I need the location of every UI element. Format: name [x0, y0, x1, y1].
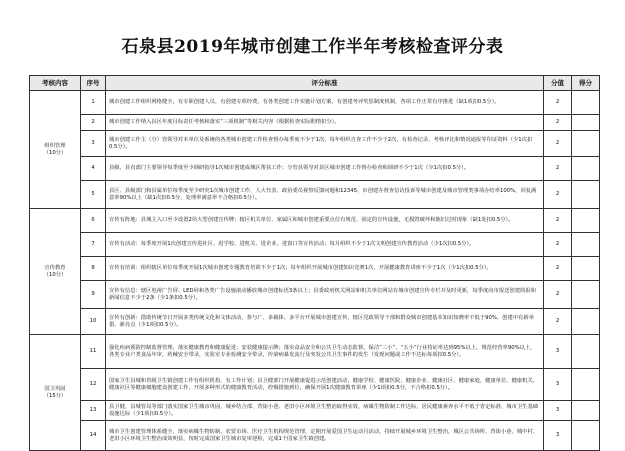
criteria-text: 宣传有阵地：县城主入口至少设置2块大型创建宣传牌；辖区机关单位、家属区和城市创建重要点位有规范、固定的宣传设施，无损毁破坏和陈旧过时现象（缺1处扣0.5分）。	[106, 209, 544, 233]
score-cell[interactable]	[572, 131, 600, 157]
row-number: 1	[81, 91, 106, 115]
score-cell[interactable]	[572, 401, 600, 421]
criteria-text: 国家卫生县城和省级卫生镇创建工作有组织机构、有工作计划；县卫健部门开展健康促进示范创建活动，健康学校、健康医院、健康企业、健康社区、健康家庭、健康单位、健康机关、健康社区等健康细胞建设创建工作，开展多种形式的健康教育活动，控烟措施到位，确保开展1次健康教育讲座（少1项扣0.5分，不合格扣0.5分）。	[106, 369, 544, 401]
points-value: 2	[544, 257, 572, 281]
score-cell[interactable]	[572, 421, 600, 451]
table-row	[30, 131, 600, 157]
table-row	[30, 309, 600, 335]
criteria-text: 宣传有培训：组织辖区单位每季度开展1次城市创建专题教育培训不少于1次；每年组织开展城市创建知识竞赛1次，开展健康教育讲座不少于1次（少1次扣0.5分）。	[106, 257, 544, 281]
criteria-text: 宣传有创新：借助传统节日开展多类传统文化和文体活动，参与广、多载体、多平台开展城市创建宣传，辖区党政领导干部和群众城市创建基本知识知晓率不低于90%，创建中有新举措、新亮点（少1项扣0.5分）。	[106, 309, 544, 335]
points-value: 2	[544, 233, 572, 257]
row-number: 12	[81, 369, 106, 401]
row-number: 13	[81, 401, 106, 421]
points-value: 2	[544, 115, 572, 131]
table-row	[30, 209, 600, 233]
points-value: 2	[544, 181, 572, 209]
row-number: 6	[81, 209, 106, 233]
group-cell-organization	[30, 91, 81, 209]
row-number: 2	[81, 115, 106, 131]
points-value: 3	[544, 401, 572, 421]
group-cell-publicity	[30, 209, 81, 335]
row-number: 14	[81, 421, 106, 451]
points-value: 3	[544, 335, 572, 369]
header-criteria: 评分标准	[106, 76, 544, 91]
group-points: （10分）	[43, 149, 67, 156]
table-row	[30, 115, 600, 131]
criteria-text: 强化疾病预防控制监督管理，落实健康教育和健康促进；安装健康提示牌；落实食品安全和公共卫生动态监督。保洁“三小”、“五小”行业持证率达到95%以上，规范经营率90%以上，各类专业户类食品年审，药械安全带录，实验室专业检测安全带录，传染病暴发流行及突发公共卫生事件的发生（发现问题或工作不达标每项扣0.5分）。	[106, 335, 544, 369]
points-value: 2	[544, 131, 572, 157]
criteria-text: 宣传有活动：每季度开展1次创建宣传进社区、进学校、进机关、进企业、进窗口等宣传活动；每月组织不少于1次文明创建宣传教育活动（少1次扣0.5分）。	[106, 233, 544, 257]
score-cell[interactable]	[572, 115, 600, 131]
row-number: 10	[81, 309, 106, 335]
header-seq: 序号	[81, 76, 106, 91]
group-points: （15分）	[43, 392, 67, 399]
row-number: 9	[81, 281, 106, 309]
criteria-text: 宣传有信息：辖区电视广告屏、LED屏和各类广告设施滚动播放城市创建标语3条以上；县委政府机关网站和机关单位网站有城市创建宣传专栏并及时更新，每季度向市报送创建简报和新闻信息不少于2条（少1条扣0.5分）。	[106, 281, 544, 309]
score-cell[interactable]	[572, 233, 600, 257]
row-number: 8	[81, 257, 106, 281]
scoring-table	[29, 75, 600, 451]
points-value: 2	[544, 209, 572, 233]
points-value: 2	[544, 91, 572, 115]
row-number: 7	[81, 233, 106, 257]
table-row	[30, 401, 600, 421]
header-category: 考核内容	[30, 76, 81, 91]
criteria-text: 县卫健、县城管局等部门落实国家卫生城市巩固，城乡结合部、背街小巷、老旧小区环境卫生整治取得实效，病媒生物防制工作达标，居民健康素养水平不低于省定标准，城市卫生基础设施达标（少1项扣0.5分）。	[106, 401, 544, 421]
table-row	[30, 257, 600, 281]
row-number: 4	[81, 157, 106, 181]
points-value: 3	[544, 421, 572, 451]
group-points: （10分）	[43, 271, 67, 278]
score-cell[interactable]	[572, 281, 600, 309]
score-cell[interactable]	[572, 309, 600, 335]
row-number: 3	[81, 131, 106, 157]
score-cell[interactable]	[572, 209, 600, 233]
table-row	[30, 233, 600, 257]
table-row	[30, 157, 600, 181]
criteria-text: 县区、县级部门和县属单位每季度至少研究1次城市创建工作，人大代表、政协委员视察反馈问题和12345、市创建办督查信访投诉等城市创建及城市管理类事项办结率100%，回复满意率90%以上（缺1次扣0.5分，处理率满意率不合格扣0.5分）。	[106, 181, 544, 209]
criteria-text: 城市创建工作主（分）管领导对本单位及系统的各类城市创建工作检查督办每季度不少于1次，每年组织自查工作不少于2次，有检查记录、考核评比和情况通报等印证资料（少1次扣0.5分）。	[106, 131, 544, 157]
table-row	[30, 281, 600, 309]
table-row	[30, 181, 600, 209]
row-number: 11	[81, 335, 106, 369]
score-cell[interactable]	[572, 91, 600, 115]
table-row	[30, 91, 600, 115]
header-points: 分值	[544, 76, 572, 91]
score-cell[interactable]	[572, 181, 600, 209]
table-header-row	[30, 76, 600, 91]
score-cell[interactable]	[572, 157, 600, 181]
criteria-text: 城市卫生创建管理体系健全，落实病媒生物防制，农贸市场、医疗卫生机构规范管理，定期开展爱国卫生运动月活动，持续开展城乡环境卫生整治，城区公共场所、背街小巷、城中村、老旧小区环境卫生整治成效明显，按时完成国家卫生城市复审迎检，完成1个国家卫生镇创建。	[106, 421, 544, 451]
table-row	[30, 421, 600, 451]
table-row	[30, 369, 600, 401]
table-row	[30, 335, 600, 369]
criteria-text: 城市创建工作纳入县区年度目标责任考核和落实“三项机制”等相关内容（根据检查实际酌情扣分）。	[106, 115, 544, 131]
points-value: 2	[544, 309, 572, 335]
header-score: 得分	[572, 76, 600, 91]
group-name: 宣传教育	[44, 264, 66, 271]
group-name: 国卫巩固	[44, 385, 66, 392]
group-cell-health	[30, 335, 81, 451]
criteria-text: 城市创建工作组织网络健全，有专职创建人员，有创建专项经费。有各类创建工作实施计划方案，有创建考评奖惩制度机制，各项工作正常有序推进（缺1项扣0.5分）。	[106, 91, 544, 115]
document-title: 石泉县2019年城市创建工作半年考核检查评分表	[121, 37, 504, 57]
points-value: 2	[544, 281, 572, 309]
score-cell[interactable]	[572, 335, 600, 369]
row-number: 5	[81, 181, 106, 209]
criteria-text: 县级、县直部门主要领导每季度至少调研指导1次城市创建或城区帮扶工作；分管县领导对县区城市创建工作督办检查和调研不少于1次（少1次扣0.5分）。	[106, 157, 544, 181]
group-name: 组织管理	[44, 142, 66, 149]
score-cell[interactable]	[572, 257, 600, 281]
points-value: 2	[544, 157, 572, 181]
score-cell[interactable]	[572, 369, 600, 401]
points-value: 3	[544, 369, 572, 401]
